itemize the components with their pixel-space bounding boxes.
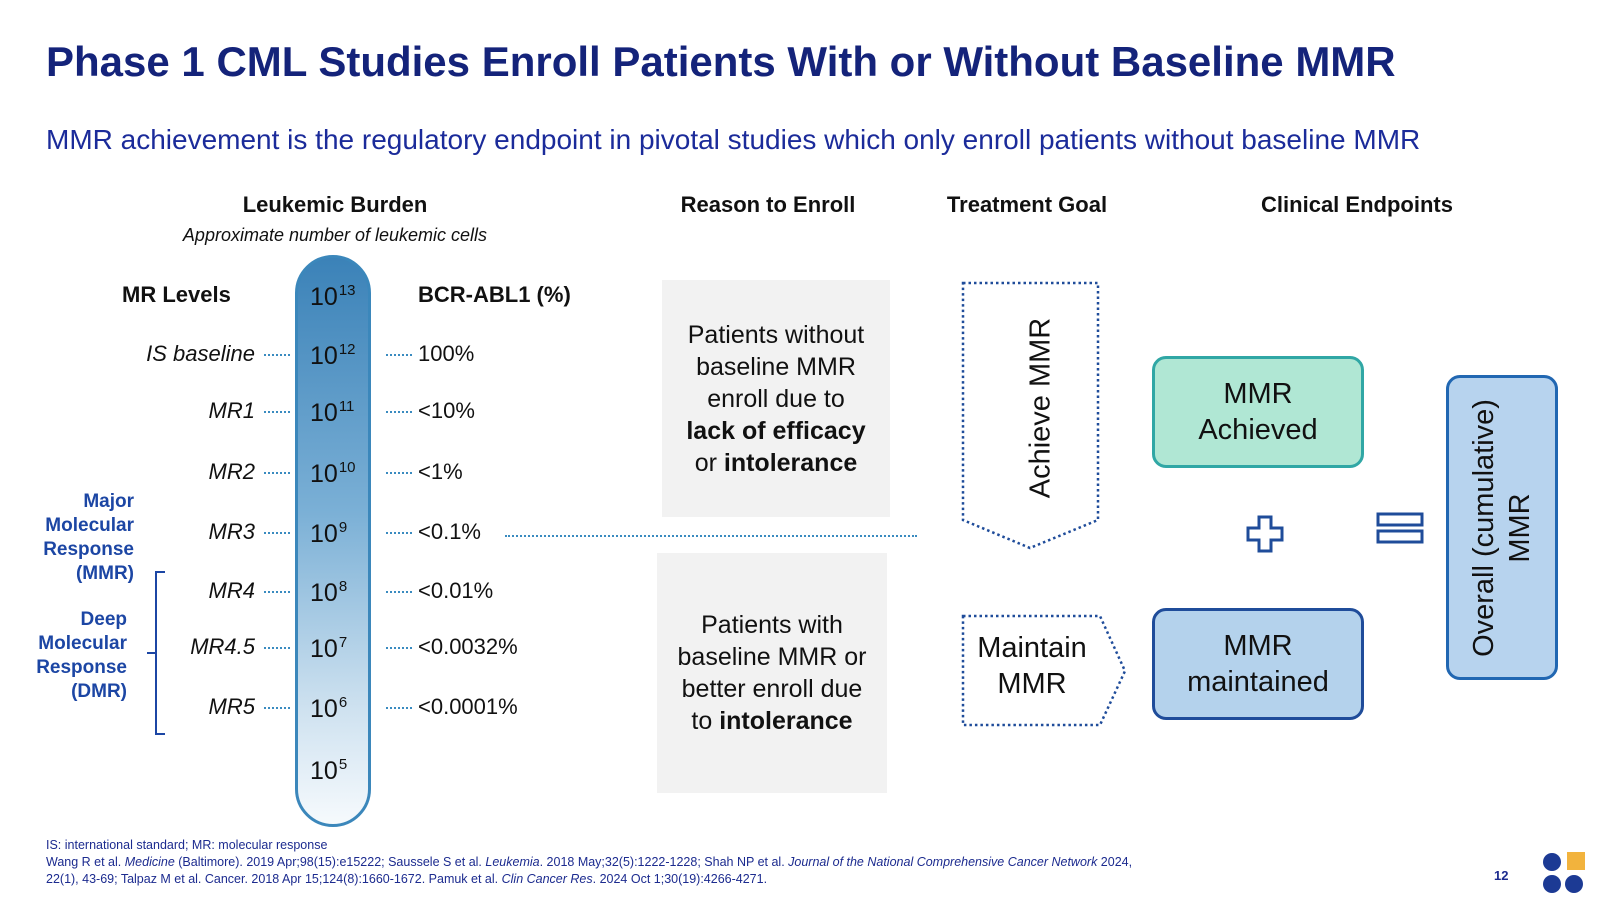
burden-value: $10^6$ — [310, 694, 348, 723]
leukemic-burden-heading: Leukemic Burden — [242, 192, 428, 217]
burden-value: $10^{12}$ — [310, 341, 356, 370]
burden-value: $10^{11}$ — [310, 398, 355, 427]
burden-value: $10^{10}$ — [310, 459, 356, 488]
footer-abbreviations: IS: international standard; MR: molecular response — [46, 838, 328, 852]
overall-cumulative-mmr-text: Overall (cumulative) MMR — [1468, 398, 1536, 657]
leader-dots-right — [386, 591, 412, 593]
reason-box-with-baseline: Patients with baseline MMR or better enroll due to intolerance — [657, 553, 887, 793]
company-logo-icon — [1542, 852, 1588, 896]
clinical-endpoints-heading: Clinical Endpoints — [1261, 192, 1453, 217]
burden-value: $10^8$ — [310, 578, 348, 607]
mr-level-label: MR3 — [208, 519, 255, 544]
major-molecular-response-label: Major Molecular Response (MMR) — [43, 491, 134, 584]
maintain-mmr-text-line1: Maintain — [977, 632, 1087, 664]
reason-box-without-baseline: Patients without baseline MMR enroll due to lack of efficacy or intolerance — [662, 280, 890, 517]
bcr-abl-value: <0.0001% — [418, 694, 518, 719]
bcr-abl-value: <0.01% — [418, 578, 494, 603]
mmr-maintained-box: MMR maintained — [1152, 608, 1364, 720]
mr-level-label: MR2 — [208, 459, 255, 484]
equals-icon — [1376, 512, 1424, 544]
overall-cumulative-mmr-box — [1446, 375, 1558, 680]
mr-level-label: MR4 — [208, 578, 255, 603]
bcr-abl-value: 100% — [418, 341, 475, 366]
leader-dots-left — [264, 591, 290, 593]
leader-dots-left — [264, 707, 290, 709]
burden-value: $10^9$ — [310, 519, 348, 548]
leader-dots-left — [264, 532, 290, 534]
leader-dots-right — [386, 647, 412, 649]
maintain-mmr-text-line2: MMR — [997, 668, 1067, 700]
achieve-mmr-text: Achieve MMR — [1024, 317, 1057, 499]
dmr-bracket — [145, 570, 175, 738]
achieve-mmr-arrow — [960, 280, 1102, 552]
mmr-achieved-box: MMR Achieved — [1152, 356, 1364, 468]
page-title: Phase 1 CML Studies Enroll Patients With or Without Baseline MMR — [46, 38, 1396, 85]
maintain-mmr-arrow — [960, 613, 1130, 729]
footer-references: Wang R et al. Medicine (Baltimore). 2019 Apr;98(15):e15222; Saussele S et al. Leukemia. 2018 May;32(5):1222-1228; Shah NP et al. Journal of the National Comprehensive Cancer Network 2024, 22(1), 43-69; Talpaz M et al. Cancer. 2018 Apr 15;124(8):1660-1672. Pamuk et al. Clin Cancer Res. 2024 Oct 1;30(19):4266-4271. — [46, 855, 1133, 886]
bcr-abl-value: <0.0032% — [418, 634, 518, 659]
page-number: 12 — [1494, 868, 1509, 883]
leader-dots-right — [386, 354, 412, 356]
mmr-threshold-line — [505, 535, 917, 537]
leader-dots-right — [386, 532, 412, 534]
leader-dots-right — [386, 472, 412, 474]
mr-level-label: IS baseline — [146, 341, 255, 366]
burden-value-bottom: $10^5$ — [310, 756, 348, 785]
leader-dots-left — [264, 354, 290, 356]
bcr-abl-value: <1% — [418, 459, 463, 484]
leader-dots-left — [264, 472, 290, 474]
leader-dots-right — [386, 707, 412, 709]
bcr-abl-heading: BCR-ABL1 (%) — [418, 282, 571, 307]
mr-levels-heading: MR Levels — [122, 282, 231, 307]
reason-to-enroll-heading: Reason to Enroll — [680, 192, 856, 217]
mr-level-label: MR5 — [208, 694, 255, 719]
bcr-abl-value: <10% — [418, 398, 475, 423]
bcr-abl-value: <0.1% — [418, 519, 481, 544]
leader-dots-left — [264, 411, 290, 413]
leader-dots-right — [386, 411, 412, 413]
burden-value-top: $10^{13}$ — [310, 282, 356, 311]
mr-level-label: MR1 — [208, 398, 255, 423]
mr-level-label: MR4.5 — [190, 634, 255, 659]
leader-dots-left — [264, 647, 290, 649]
burden-value: $10^7$ — [310, 634, 348, 663]
page-subtitle: MMR achievement is the regulatory endpoint in pivotal studies which only enroll patients without baseline MMR — [46, 124, 1421, 155]
plus-icon — [1245, 514, 1285, 554]
treatment-goal-heading: Treatment Goal — [946, 192, 1108, 217]
deep-molecular-response-label: Deep Molecular Response (DMR) — [36, 609, 127, 702]
leukemic-burden-subheading: Approximate number of leukemic cells — [182, 225, 488, 245]
